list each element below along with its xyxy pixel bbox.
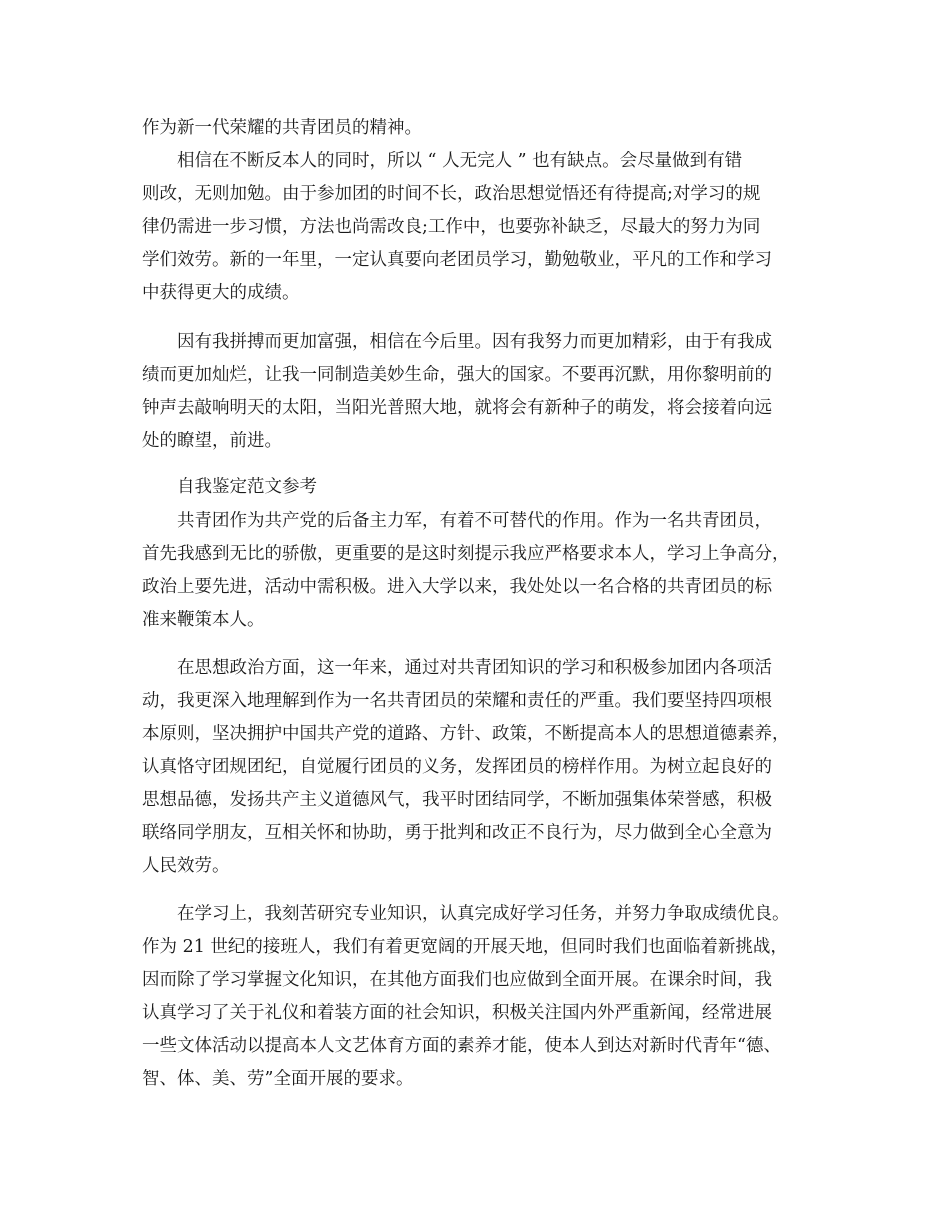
text-line: 则改，无则加勉。由于参加团的时间不长，政治思想觉悟还有待提高;对学习的规 bbox=[142, 184, 761, 204]
section-heading: 自我鉴定范文参考 bbox=[177, 477, 317, 497]
text-line: 智、体、美、劳”全面开展的要求。 bbox=[142, 1069, 414, 1089]
text-line: 联络同学朋友，互相关怀和协助，勇于批判和改正不良行为，尽力做到全心全意为 bbox=[142, 823, 772, 843]
text-line: 在学习上，我刻苦研究专业知识，认真完成好学习任务，并努力争取成绩优良。 bbox=[177, 904, 790, 924]
text-line: 认真学习了关于礼仪和着装方面的社会知识，积极关注国内外严重新闻，经常进展 bbox=[142, 1003, 772, 1023]
text-line: 因有我拼搏而更加富强，相信在今后里。因有我努力而更加精彩，由于有我成 bbox=[177, 332, 772, 352]
text-line: 一些文体活动以提高本人文艺体育方面的素养才能，使本人到达对新时代青年“德、 bbox=[142, 1036, 781, 1056]
text-line: 人民效劳。 bbox=[142, 856, 230, 876]
text-line: 律仍需进一步习惯，方法也尚需改良;工作中，也要弥补缺乏，尽最大的努力为同 bbox=[142, 217, 761, 237]
text-line: 共青团作为共产党的后备主力军，有着不可替代的作用。作为一名共青团员， bbox=[177, 511, 772, 531]
text-line: 动，我更深入地理解到作为一名共青团员的荣耀和责任的严重。我们要坚持四项根 bbox=[142, 691, 772, 711]
text-line: 作为 21 世纪的接班人，我们有着更宽阔的开展天地，但同时我们也面临着新挑战， bbox=[142, 937, 788, 957]
text-line: 学们效劳。新的一年里，一定认真要向老团员学习，勤勉敬业，平凡的工作和学习 bbox=[142, 250, 772, 270]
text-line: 思想品德，发扬共产主义道德风气，我平时团结同学，不断加强集体荣誉感，积极 bbox=[142, 790, 772, 810]
text-line: 钟声去敲响明天的太阳，当阳光普照大地，就将会有新种子的萌发，将会接着向远 bbox=[142, 398, 772, 418]
text-line: 准来鞭策本人。 bbox=[142, 610, 265, 630]
text-line: 认真恪守团规团纪，自觉履行团员的义务，发挥团员的榜样作用。为树立起良好的 bbox=[142, 757, 772, 777]
text-line: 中获得更大的成绩。 bbox=[142, 283, 300, 303]
text-line: 本原则，坚决拥护中国共产党的道路、方针、政策，不断提高本人的思想道德素养， bbox=[142, 724, 790, 744]
text-line: 处的瞭望，前进。 bbox=[142, 431, 282, 451]
text-line: 相信在不断反本人的同时，所以 “ 人无完人 ” 也有缺点。会尽量做到有错 bbox=[177, 151, 743, 171]
text-line: 政治上要先进，活动中需积极。进入大学以来，我处处以一名合格的共青团员的标 bbox=[142, 577, 772, 597]
text-line: 首先我感到无比的骄傲，更重要的是这时刻提示我应严格要求本人，学习上争高分， bbox=[142, 544, 790, 564]
text-line: 作为新一代荣耀的共青团员的精神。 bbox=[142, 118, 422, 138]
text-line: 因而除了学习掌握文化知识，在其他方面我们也应做到全面开展。在课余时间，我 bbox=[142, 970, 772, 990]
text-line: 在思想政治方面，这一年来，通过对共青团知识的学习和积极参加团内各项活 bbox=[177, 658, 772, 678]
text-line: 绩而更加灿烂，让我一同制造美妙生命，强大的国家。不要再沉默，用你黎明前的 bbox=[142, 365, 772, 385]
